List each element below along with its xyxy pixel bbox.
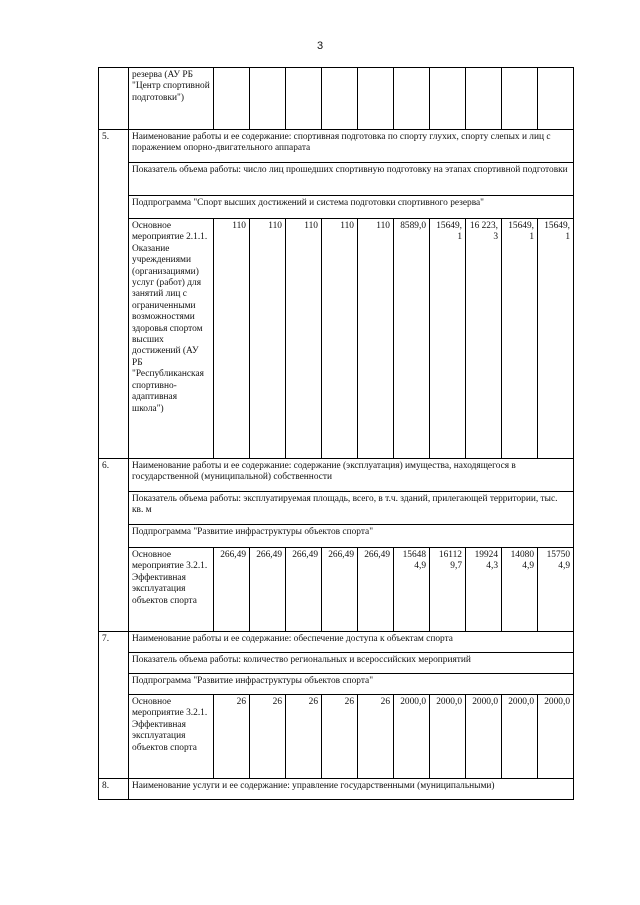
table-row [99, 653, 574, 674]
value-cell: 266,49 [322, 548, 358, 632]
value-cell: 2000,0 [538, 695, 574, 779]
value-cell: 110 [358, 219, 394, 459]
value-cell: 140804,9 [502, 548, 538, 632]
value-cell: 26 [214, 695, 250, 779]
table-row [99, 779, 574, 800]
value-cell: 110 [250, 219, 286, 459]
value-cell: 266,49 [214, 548, 250, 632]
measure-name: Основное мероприятие 2.1.1. Оказание учреждениями (организациями) услуг (работ) для занятий лиц с ограниченными возможностями здоровья спортом высших достижений (АУ РБ "Республиканская спортивно-адаптивная школа") [129, 219, 214, 459]
table-row [99, 459, 574, 492]
value-cell: 2000,0 [394, 695, 430, 779]
section-number: 7. [99, 632, 129, 779]
measure-name: резерва (АУ РБ "Центр спортивной подготовки") [129, 68, 214, 130]
section-number: 5. [99, 130, 129, 459]
section-number: 6. [99, 459, 129, 632]
table-row [99, 695, 574, 779]
value-cell: 26 [358, 695, 394, 779]
table-row [99, 632, 574, 653]
value-cell: 26 [250, 695, 286, 779]
work-indicator: Показатель объема работы: эксплуатируемая площадь, всего, в т.ч. зданий, прилегающей территории, тыс. кв. м [129, 492, 574, 525]
value-cell: 110 [286, 219, 322, 459]
work-name: Наименование услуги и ее содержание: управление государственными (муниципальными) [129, 779, 574, 800]
value-cell: 161129,7 [430, 548, 466, 632]
value-cell: 199244,3 [466, 548, 502, 632]
subprogram: Подпрограмма "Развитие инфраструктуры объектов спорта" [129, 525, 574, 548]
value-cell: 15649,1 [430, 219, 466, 459]
value-cell: 266,49 [250, 548, 286, 632]
work-name: Наименование работы и ее содержание: спортивная подготовка по спорту глухих, спорту слепых и лиц с поражением опорно-двигательного аппарата [129, 130, 574, 163]
table-row [99, 525, 574, 548]
value-cell: 2000,0 [502, 695, 538, 779]
value-cell: 26 [322, 695, 358, 779]
program-table [98, 67, 574, 800]
subprogram: Подпрограмма "Спорт высших достижений и система подготовки спортивного резерва" [129, 196, 574, 219]
value-cell: 15649,1 [538, 219, 574, 459]
work-indicator: Показатель объема работы: количество региональных и всероссийских мероприятий [129, 653, 574, 674]
table-row [99, 196, 574, 219]
value-cell: 2000,0 [430, 695, 466, 779]
value-cell: 110 [322, 219, 358, 459]
page-number: 3 [316, 40, 324, 52]
value-cell: 266,49 [286, 548, 322, 632]
measure-name: Основное мероприятие 3.2.1. Эффективная эксплуатация объектов спорта [129, 548, 214, 632]
value-cell: 157504,9 [538, 548, 574, 632]
value-cell: 26 [286, 695, 322, 779]
subprogram: Подпрограмма "Развитие инфраструктуры объектов спорта" [129, 674, 574, 695]
value-cell: 156484,9 [394, 548, 430, 632]
table-row [99, 674, 574, 695]
work-name: Наименование работы и ее содержание: содержание (эксплуатация) имущества, находящегося в государственной (муниципальной) собственности [129, 459, 574, 492]
value-cell: 15649,1 [502, 219, 538, 459]
value-cell: 8589,0 [394, 219, 430, 459]
section-number: 8. [99, 779, 129, 800]
table-row [99, 219, 574, 459]
work-name: Наименование работы и ее содержание: обеспечение доступа к объектам спорта [129, 632, 574, 653]
table-row [99, 163, 574, 196]
table-row [99, 130, 574, 163]
table-row [99, 492, 574, 525]
table-row [99, 68, 574, 130]
value-cell: 266,49 [358, 548, 394, 632]
value-cell: 110 [214, 219, 250, 459]
table-row [99, 548, 574, 632]
value-cell: 2000,0 [466, 695, 502, 779]
work-indicator: Показатель объема работы: число лиц прошедших спортивную подготовку на этапах спортивной подготовки [129, 163, 574, 196]
measure-name: Основное мероприятие 3.2.1. Эффективная эксплуатация объектов спорта [129, 695, 214, 779]
value-cell: 16 223,3 [466, 219, 502, 459]
